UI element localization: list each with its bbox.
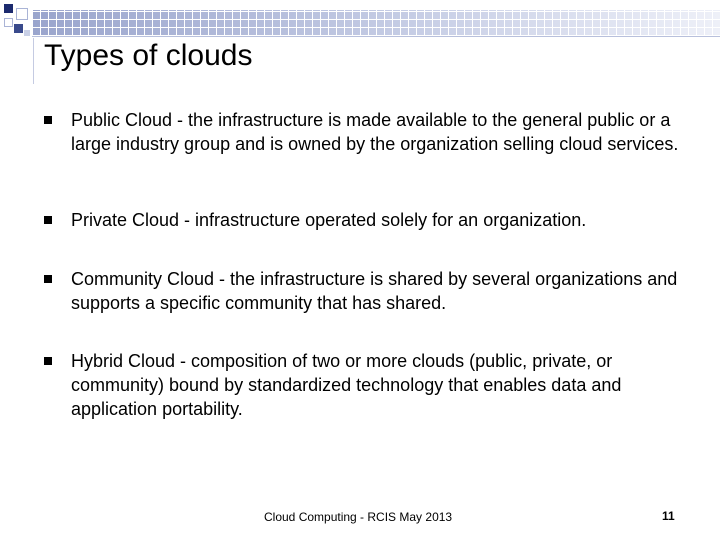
- bullet-text: Hybrid Cloud - composition of two or more clouds (public, private, or community) bound by standardized technology that enables data and application portability.: [71, 351, 622, 419]
- footer-text: Cloud Computing - RCIS May 2013: [264, 510, 453, 524]
- square-bullet-icon: [44, 275, 52, 283]
- square-bullet-icon: [44, 216, 52, 224]
- decor-square-1: [4, 4, 13, 13]
- decor-square-3: [4, 18, 13, 27]
- slide-title: Types of clouds: [44, 39, 253, 72]
- decor-square-5: [24, 30, 30, 36]
- header-decor-bar: [32, 10, 720, 36]
- page-number: 11: [662, 509, 675, 523]
- decor-square-4: [14, 24, 23, 33]
- square-bullet-icon: [44, 357, 52, 365]
- decor-square-2: [16, 8, 28, 20]
- bullet-text: Community Cloud - the infrastructure is shared by several organizations and supports a specific community that has shared.: [71, 269, 678, 313]
- header-divider: [32, 36, 720, 37]
- bullet-text: Public Cloud - the infrastructure is made available to the general public or a large industry group and is owned by the organization selling cloud services.: [71, 110, 679, 154]
- left-divider: [33, 38, 34, 84]
- square-bullet-icon: [44, 116, 52, 124]
- bullet-text: Private Cloud - infrastructure operated solely for an organization.: [71, 210, 587, 230]
